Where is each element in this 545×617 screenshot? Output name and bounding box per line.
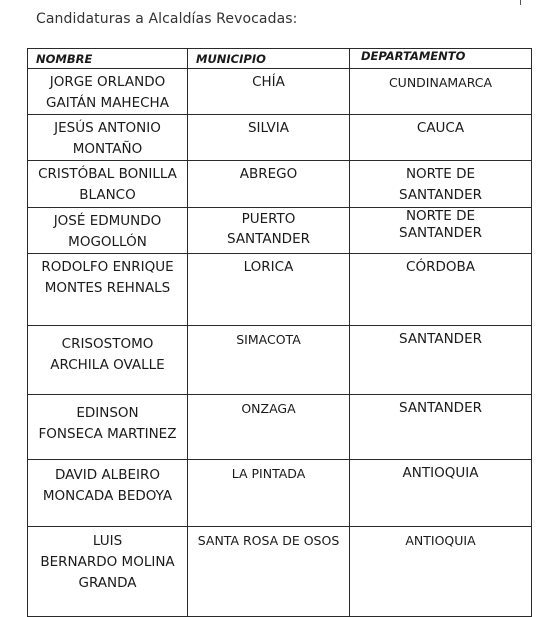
departamento-line: SANTANDER xyxy=(399,400,482,416)
name-line: LUIS xyxy=(92,533,123,549)
departamento-line: CÓRDOBA xyxy=(406,259,475,275)
cell-nombre xyxy=(28,460,188,527)
departamento-line: SANTANDER xyxy=(399,187,482,203)
name-line: MONTAÑO xyxy=(72,141,143,157)
name-line: JORGE ORLANDO xyxy=(49,74,166,90)
departamento-line: SANTANDER xyxy=(399,331,482,347)
table-row xyxy=(28,115,532,161)
municipio-line: LA PINTADA xyxy=(231,466,306,481)
header-municipio: MUNICIPIO xyxy=(188,49,350,69)
cell-municipio xyxy=(188,527,350,617)
municipio-line: SANTA ROSA DE OSOS xyxy=(197,533,340,548)
name-line: RODOLFO ENRIQUE xyxy=(41,259,174,275)
cell-nombre xyxy=(28,326,188,395)
name-line: JESÚS ANTONIO xyxy=(54,120,161,136)
name-line: DAVID ALBEIRO xyxy=(55,467,160,483)
cell-departamento xyxy=(350,395,532,460)
cell-nombre xyxy=(28,254,188,326)
departamento-line: NORTE DE xyxy=(405,208,476,224)
table-row xyxy=(28,395,532,460)
table-row xyxy=(28,326,532,395)
cell-municipio xyxy=(188,208,350,254)
cell-nombre xyxy=(28,208,188,254)
revoked-candidacies-table-wrapper xyxy=(27,48,531,617)
cell-departamento xyxy=(350,326,532,395)
page-title: Candidaturas a Alcaldías Revocadas: xyxy=(36,11,298,27)
cell-departamento xyxy=(350,527,532,617)
cell-departamento xyxy=(350,69,532,115)
name-line: GRANDA xyxy=(78,575,137,591)
name-line: GAITÁN MAHECHA xyxy=(46,95,169,111)
name-line: MONCADA BEDOYA xyxy=(42,488,173,504)
cell-municipio xyxy=(188,69,350,115)
cell-departamento xyxy=(350,460,532,527)
cell-municipio xyxy=(188,395,350,460)
departamento-line: ANTIOQUIA xyxy=(402,465,479,481)
name-line: MONTES REHNALS xyxy=(44,280,171,296)
municipio-line: SILVIA xyxy=(247,120,290,136)
header-row xyxy=(28,49,532,69)
municipio-line: ONZAGA xyxy=(241,401,296,416)
cell-departamento xyxy=(350,254,532,326)
name-line: CRISTÓBAL BONILLA xyxy=(38,166,177,182)
cell-nombre xyxy=(28,161,188,208)
name-line: MOGOLLÓN xyxy=(68,234,147,250)
name-line: BERNARDO MOLINA xyxy=(40,554,175,570)
municipio-line: LORICA xyxy=(243,259,294,275)
departamento-line: SANTANDER xyxy=(399,225,482,241)
municipio-line: SANTANDER xyxy=(227,231,310,247)
cell-municipio xyxy=(188,115,350,161)
departamento-line: NORTE DE xyxy=(405,166,476,182)
municipio-line: ABREGO xyxy=(239,166,298,182)
name-line: JOSÉ EDMUNDO xyxy=(53,213,162,229)
header-nombre: NOMBRE xyxy=(28,49,188,69)
table-row xyxy=(28,69,532,115)
departamento-line: ANTIOQUIA xyxy=(405,533,476,548)
cell-municipio xyxy=(188,161,350,208)
cell-nombre xyxy=(28,527,188,617)
cell-departamento xyxy=(350,208,532,254)
cell-municipio xyxy=(188,460,350,527)
scan-mark xyxy=(520,0,521,5)
name-line: CRISOSTOMO xyxy=(61,336,154,352)
cell-nombre xyxy=(28,115,188,161)
cell-municipio xyxy=(188,254,350,326)
name-line: FONSECA MARTINEZ xyxy=(38,426,177,442)
departamento-line: CUNDINAMARCA xyxy=(388,75,493,90)
municipio-line: PUERTO xyxy=(241,211,296,227)
table-row xyxy=(28,208,532,254)
header-departamento: DEPARTAMENTO xyxy=(350,49,532,69)
cell-departamento xyxy=(350,161,532,208)
revoked-candidacies-table xyxy=(27,48,532,617)
name-line: EDINSON xyxy=(76,405,139,421)
cell-nombre xyxy=(28,395,188,460)
municipio-line: CHÍA xyxy=(252,74,285,90)
name-line: BLANCO xyxy=(79,187,136,203)
cell-nombre xyxy=(28,69,188,115)
name-line: ARCHILA OVALLE xyxy=(50,357,165,373)
table-row xyxy=(28,527,532,617)
cell-departamento xyxy=(350,115,532,161)
cell-municipio xyxy=(188,326,350,395)
table-row xyxy=(28,161,532,208)
departamento-line: CAUCA xyxy=(416,120,465,136)
municipio-line: SIMACOTA xyxy=(236,332,301,347)
table-row xyxy=(28,460,532,527)
table-row xyxy=(28,254,532,326)
